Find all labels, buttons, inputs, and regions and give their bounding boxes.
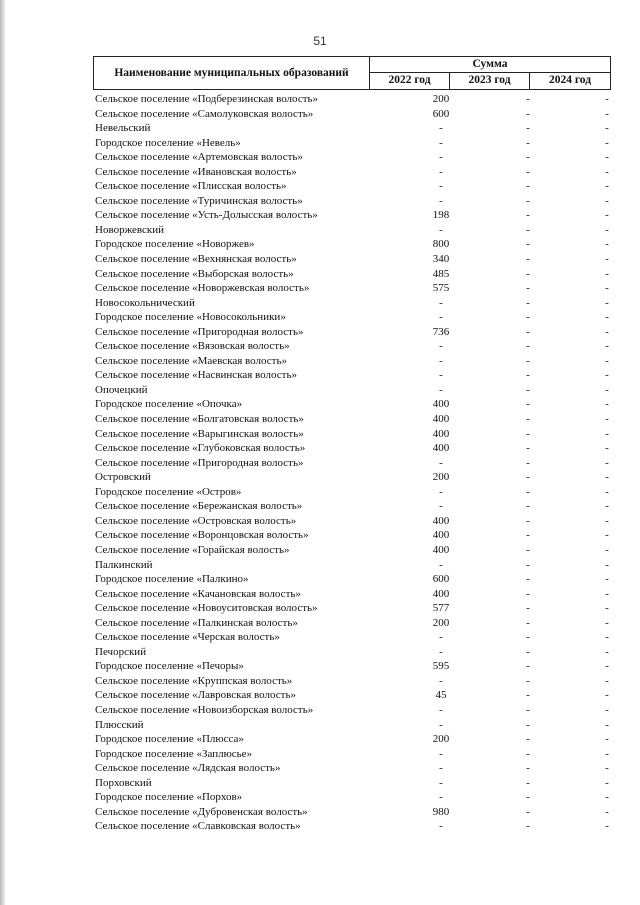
value-2024: - xyxy=(605,791,609,804)
value-2023: - xyxy=(526,107,530,120)
row-name: Печорский xyxy=(95,645,147,658)
value-2023: - xyxy=(526,645,530,658)
table-row xyxy=(93,281,623,296)
value-2022: 200 xyxy=(432,93,450,105)
value-2023: - xyxy=(526,253,530,266)
row-name: Сельское поселение «Выборская волость» xyxy=(95,267,294,280)
value-2022: 400 xyxy=(432,529,450,542)
value-2023: - xyxy=(526,413,530,426)
row-name: Сельское поселение «Подберезинская волость» xyxy=(95,93,319,105)
value-2023: - xyxy=(526,369,530,382)
table-row xyxy=(93,412,623,427)
value-2022: 595 xyxy=(432,660,450,673)
row-name: Сельское поселение «Лядская волость» xyxy=(95,762,281,775)
value-2024: - xyxy=(605,325,609,338)
value-2023: - xyxy=(526,354,530,367)
row-name: Сельское поселение «Качановская волость» xyxy=(95,587,301,600)
value-2023: - xyxy=(526,223,530,236)
table-row xyxy=(93,558,623,573)
value-2024: - xyxy=(605,514,609,527)
table-body xyxy=(93,92,623,834)
table-row xyxy=(93,790,623,805)
value-2024: - xyxy=(605,747,609,760)
value-2024: - xyxy=(605,282,609,295)
value-2024: - xyxy=(605,93,609,105)
value-2023: - xyxy=(526,93,530,105)
table-row xyxy=(93,616,623,631)
value-2023: - xyxy=(526,616,530,629)
row-name: Сельское поселение «Палкинская волость» xyxy=(95,616,298,629)
value-2024: - xyxy=(605,383,609,396)
value-2024: - xyxy=(605,689,609,702)
header-year-2023: 2023 год xyxy=(450,73,530,89)
value-2022: - xyxy=(439,762,443,775)
value-2022: - xyxy=(439,122,443,135)
value-2022: - xyxy=(439,180,443,193)
value-2022: - xyxy=(439,311,443,324)
row-name: Сельское поселение «Пригородная волость» xyxy=(95,456,304,469)
value-2022: - xyxy=(439,674,443,687)
header-year-2024: 2024 год xyxy=(548,74,592,86)
header-year-2022: 2022 год xyxy=(370,73,450,89)
value-2022: - xyxy=(439,485,443,498)
value-2023: - xyxy=(526,296,530,309)
table-row xyxy=(93,208,623,223)
row-name: Сельское поселение «Новоизборская волость» xyxy=(95,703,314,716)
value-2022: - xyxy=(439,500,443,513)
table-row xyxy=(93,528,623,543)
table-row xyxy=(93,703,623,718)
value-2022: - xyxy=(439,747,443,760)
value-2023: - xyxy=(526,267,530,280)
row-name: Сельское поселение «Вязовская волость» xyxy=(95,340,290,353)
value-2022: 400 xyxy=(432,543,450,556)
value-2024: - xyxy=(605,180,609,193)
value-2023: - xyxy=(526,471,530,484)
table-row xyxy=(93,747,623,762)
table-row xyxy=(93,441,623,456)
row-name: Порховский xyxy=(95,776,152,789)
value-2024: - xyxy=(605,369,609,382)
table-row xyxy=(93,383,623,398)
value-2023: - xyxy=(526,500,530,513)
row-name: Сельское поселение «Маевская волость» xyxy=(95,354,288,367)
value-2024: - xyxy=(605,107,609,120)
header-sum: Сумма xyxy=(370,57,610,73)
row-name: Сельское поселение «Ивановская волость» xyxy=(95,165,297,178)
row-name: Сельское поселение «Глубоковская волость» xyxy=(95,442,306,455)
value-2022: - xyxy=(439,165,443,178)
table-row xyxy=(93,92,623,107)
value-2024: - xyxy=(605,602,609,615)
row-name: Городское поселение «Порхов» xyxy=(95,791,243,804)
value-2022: 485 xyxy=(432,267,450,280)
value-2022: - xyxy=(439,791,443,804)
value-2022: - xyxy=(439,718,443,731)
value-2022: - xyxy=(439,354,443,367)
table-row xyxy=(93,819,623,834)
value-2024: - xyxy=(605,543,609,556)
value-2022: - xyxy=(439,194,443,207)
value-2024: - xyxy=(605,194,609,207)
value-2022: - xyxy=(439,820,443,833)
row-name: Сельское поселение «Лавровская волость» xyxy=(95,689,296,702)
row-name: Сельское поселение «Новоржевская волость» xyxy=(95,282,310,295)
table-row xyxy=(93,107,623,122)
value-2024: - xyxy=(605,703,609,716)
value-2024: - xyxy=(605,442,609,455)
value-2022: - xyxy=(439,383,443,396)
row-name: Плюсский xyxy=(95,718,144,731)
table-row xyxy=(93,397,623,412)
table-row xyxy=(93,165,623,180)
value-2022: 198 xyxy=(432,209,450,222)
value-2024: - xyxy=(605,573,609,586)
table-row xyxy=(93,688,623,703)
value-2023: - xyxy=(526,165,530,178)
value-2024: - xyxy=(605,471,609,484)
value-2023: - xyxy=(526,631,530,644)
value-2024: - xyxy=(605,587,609,600)
row-name: Городское поселение «Остров» xyxy=(95,485,242,498)
value-2024: - xyxy=(605,253,609,266)
value-2023: - xyxy=(526,209,530,222)
row-name: Городское поселение «Опочка» xyxy=(95,398,243,411)
table-row xyxy=(93,223,623,238)
value-2022: 200 xyxy=(432,471,450,484)
table-row xyxy=(93,485,623,500)
table-row xyxy=(93,121,623,136)
row-name: Сельское поселение «Пригородная волость» xyxy=(95,325,304,338)
value-2023: - xyxy=(526,427,530,440)
value-2023: - xyxy=(526,820,530,833)
value-2024: - xyxy=(605,805,609,818)
value-2023: - xyxy=(526,311,530,324)
value-2022: - xyxy=(439,776,443,789)
value-2024: - xyxy=(605,733,609,746)
table-header xyxy=(93,56,611,90)
value-2022: 575 xyxy=(432,282,450,295)
row-name: Палкинский xyxy=(95,558,153,571)
value-2024: - xyxy=(605,485,609,498)
row-name: Городское поселение «Новоржев» xyxy=(95,238,255,251)
value-2022: 400 xyxy=(432,427,450,440)
table-row xyxy=(93,179,623,194)
value-2024: - xyxy=(605,529,609,542)
value-2024: - xyxy=(605,645,609,658)
value-2022: 980 xyxy=(432,805,450,818)
value-2024: - xyxy=(605,427,609,440)
table-row xyxy=(93,354,623,369)
value-2024: - xyxy=(605,136,609,149)
row-name: Городское поселение «Заплюсье» xyxy=(95,747,253,760)
value-2023: - xyxy=(526,398,530,411)
value-2022: 45 xyxy=(435,689,447,702)
row-name: Сельское поселение «Плисская волость» xyxy=(95,180,287,193)
value-2022: 600 xyxy=(432,107,450,120)
value-2022: 400 xyxy=(432,442,450,455)
row-name: Сельское поселение «Славковская волость» xyxy=(95,820,301,833)
table-row xyxy=(93,499,623,514)
table-row xyxy=(93,368,623,383)
value-2023: - xyxy=(526,151,530,164)
value-2023: - xyxy=(526,136,530,149)
value-2023: - xyxy=(526,238,530,251)
value-2024: - xyxy=(605,762,609,775)
row-name: Городское поселение «Новосокольники» xyxy=(95,311,286,324)
value-2024: - xyxy=(605,616,609,629)
value-2024: - xyxy=(605,165,609,178)
value-2022: 800 xyxy=(432,238,450,251)
row-name: Сельское поселение «Самолуковская волость» xyxy=(95,107,314,120)
value-2022: - xyxy=(439,558,443,571)
value-2023: - xyxy=(526,194,530,207)
row-name: Сельское поселение «Круппская волость» xyxy=(95,674,293,687)
value-2023: - xyxy=(526,791,530,804)
table-row xyxy=(93,237,623,252)
value-2024: - xyxy=(605,238,609,251)
value-2023: - xyxy=(526,456,530,469)
row-name: Сельское поселение «Островская волость» xyxy=(95,514,297,527)
value-2023: - xyxy=(526,340,530,353)
table-row xyxy=(93,456,623,471)
table-row xyxy=(93,718,623,733)
value-2023: - xyxy=(526,776,530,789)
value-2022: - xyxy=(439,631,443,644)
page-number: 51 xyxy=(313,34,327,48)
table-row xyxy=(93,645,623,660)
table-row xyxy=(93,587,623,602)
table-row xyxy=(93,252,623,267)
value-2022: 400 xyxy=(432,398,450,411)
value-2022: - xyxy=(439,151,443,164)
value-2024: - xyxy=(605,776,609,789)
value-2024: - xyxy=(605,122,609,135)
value-2022: 400 xyxy=(432,514,450,527)
value-2023: - xyxy=(526,689,530,702)
value-2024: - xyxy=(605,209,609,222)
value-2023: - xyxy=(526,747,530,760)
value-2024: - xyxy=(605,660,609,673)
value-2022: - xyxy=(439,340,443,353)
table-row xyxy=(93,194,623,209)
value-2023: - xyxy=(526,674,530,687)
table-row xyxy=(93,136,623,151)
table-row xyxy=(93,325,623,340)
value-2024: - xyxy=(605,631,609,644)
row-name: Новоржевский xyxy=(95,223,165,236)
value-2024: - xyxy=(605,151,609,164)
value-2024: - xyxy=(605,296,609,309)
row-name: Городское поселение «Невель» xyxy=(95,136,241,149)
value-2022: - xyxy=(439,369,443,382)
row-name: Новосокольнический xyxy=(95,296,195,309)
value-2022: - xyxy=(439,703,443,716)
value-2022: 600 xyxy=(432,573,450,586)
value-2024: - xyxy=(605,820,609,833)
row-name: Сельское поселение «Болгатовская волость» xyxy=(95,413,304,426)
value-2023: - xyxy=(526,122,530,135)
table-row xyxy=(93,761,623,776)
value-2022: 200 xyxy=(432,733,450,746)
value-2024: - xyxy=(605,558,609,571)
row-name: Сельское поселение «Артемовская волость» xyxy=(95,151,303,164)
value-2024: - xyxy=(605,340,609,353)
row-name: Островский xyxy=(95,471,151,484)
value-2023: - xyxy=(526,529,530,542)
value-2023: - xyxy=(526,282,530,295)
value-2023: - xyxy=(526,558,530,571)
header-name-column: Наименование муниципальных образований xyxy=(94,57,370,89)
value-2024: - xyxy=(605,398,609,411)
value-2024: - xyxy=(605,456,609,469)
table-row xyxy=(93,732,623,747)
row-name: Сельское поселение «Горайская волость» xyxy=(95,543,290,556)
row-name: Сельское поселение «Насвинская волость» xyxy=(95,369,298,382)
value-2022: - xyxy=(439,645,443,658)
row-name: Сельское поселение «Дубровенская волость» xyxy=(95,805,308,818)
value-2022: - xyxy=(439,456,443,469)
value-2022: 200 xyxy=(432,616,450,629)
value-2023: - xyxy=(526,383,530,396)
row-name: Сельское поселение «Бережанская волость» xyxy=(95,500,303,513)
row-name: Невельский xyxy=(95,122,151,135)
value-2022: 736 xyxy=(432,325,450,338)
value-2022: 400 xyxy=(432,587,450,600)
value-2023: - xyxy=(526,573,530,586)
table-row xyxy=(93,296,623,311)
table-row xyxy=(93,310,623,325)
value-2023: - xyxy=(526,514,530,527)
table-row xyxy=(93,150,623,165)
row-name: Сельское поселение «Туричинская волость» xyxy=(95,194,303,207)
value-2023: - xyxy=(526,703,530,716)
table-row xyxy=(93,674,623,689)
value-2024: - xyxy=(605,311,609,324)
row-name: Сельское поселение «Воронцовская волость» xyxy=(95,529,309,542)
table-row xyxy=(93,514,623,529)
value-2023: - xyxy=(526,762,530,775)
table-row xyxy=(93,427,623,442)
row-name: Городское поселение «Плюсса» xyxy=(95,733,244,746)
table-row xyxy=(93,339,623,354)
value-2024: - xyxy=(605,718,609,731)
row-name: Городское поселение «Палкино» xyxy=(95,573,249,586)
value-2024: - xyxy=(605,267,609,280)
value-2022: 340 xyxy=(432,253,450,266)
row-name: Сельское поселение «Варыгинская волость» xyxy=(95,427,304,440)
table-row xyxy=(93,776,623,791)
value-2024: - xyxy=(605,674,609,687)
value-2023: - xyxy=(526,805,530,818)
value-2023: - xyxy=(526,485,530,498)
table-row xyxy=(93,543,623,558)
value-2023: - xyxy=(526,602,530,615)
value-2023: - xyxy=(526,733,530,746)
value-2022: - xyxy=(439,136,443,149)
value-2022: - xyxy=(439,296,443,309)
table-row xyxy=(93,470,623,485)
value-2023: - xyxy=(526,718,530,731)
table-row xyxy=(93,267,623,282)
table-row xyxy=(93,805,623,820)
value-2023: - xyxy=(526,543,530,556)
value-2023: - xyxy=(526,325,530,338)
table-row xyxy=(93,572,623,587)
row-name: Городское поселение «Печоры» xyxy=(95,660,244,673)
value-2022: 400 xyxy=(432,413,450,426)
value-2022: 577 xyxy=(432,602,450,615)
value-2024: - xyxy=(605,223,609,236)
value-2024: - xyxy=(605,354,609,367)
value-2023: - xyxy=(526,587,530,600)
value-2023: - xyxy=(526,180,530,193)
value-2022: - xyxy=(439,223,443,236)
value-2024: - xyxy=(605,413,609,426)
row-name: Сельское поселение «Усть-Долысская волость» xyxy=(95,209,318,222)
value-2023: - xyxy=(526,442,530,455)
table-row xyxy=(93,630,623,645)
row-name: Сельское поселение «Вехнянская волость» xyxy=(95,253,297,266)
row-name: Сельское поселение «Новоуситовская волость» xyxy=(95,602,318,615)
scan-edge xyxy=(0,0,5,905)
value-2024: - xyxy=(605,500,609,513)
table-row xyxy=(93,601,623,616)
row-name: Опочецкий xyxy=(95,383,148,396)
table-row xyxy=(93,659,623,674)
value-2023: - xyxy=(526,660,530,673)
row-name: Сельское поселение «Черская волость» xyxy=(95,631,280,644)
